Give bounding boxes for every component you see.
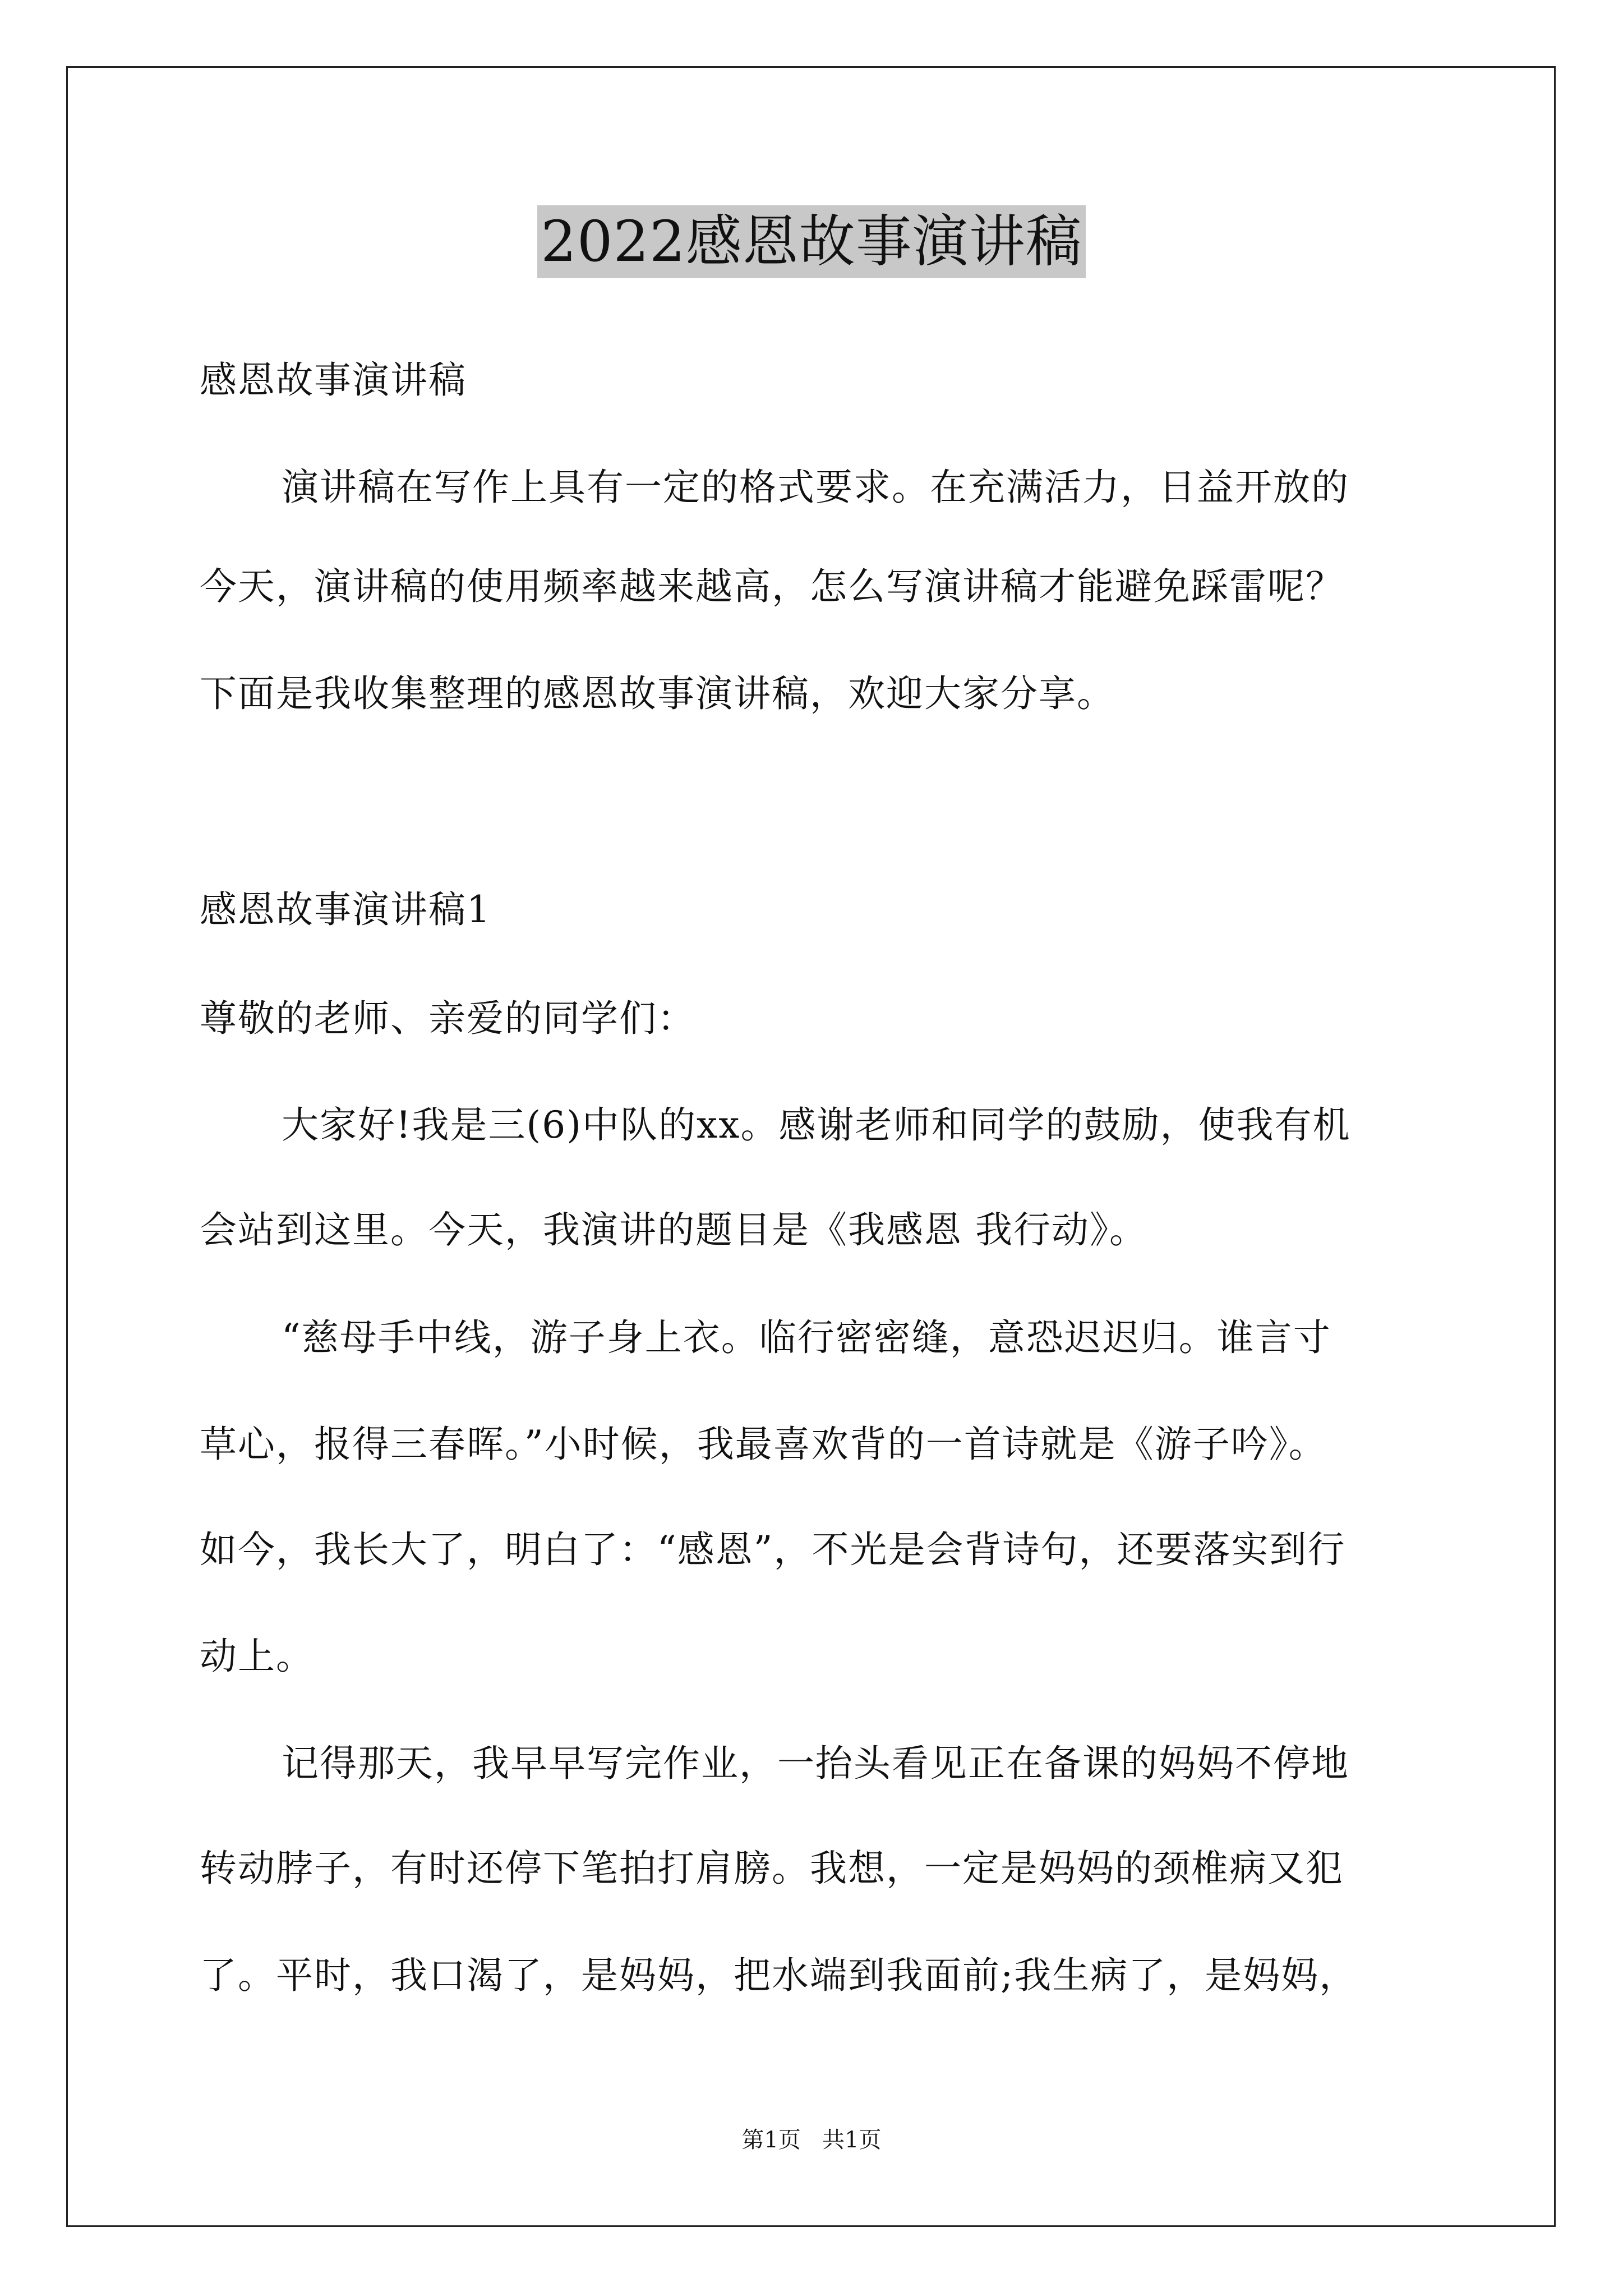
body-line: 了。平时，我口渴了，是妈妈，把水端到我面前;我生病了，是妈妈， xyxy=(200,1954,1358,1997)
body-line: 转动脖子，有时还停下笔拍打肩膀。我想，一定是妈妈的颈椎病又犯 xyxy=(200,1847,1344,1890)
intro-line: 演讲稿在写作上具有一定的格式要求。在充满活力，日益开放的 xyxy=(282,466,1349,509)
body-line: 动上。 xyxy=(200,1635,314,1678)
body-line: 草心，报得三春晖。”小时候，我最喜欢背的一首诗就是《游子吟》。 xyxy=(200,1423,1327,1466)
intro-line: 下面是我收集整理的感恩故事演讲稿，欢迎大家分享。 xyxy=(200,672,1115,715)
document-subtitle: 感恩故事演讲稿 xyxy=(200,358,467,402)
page-footer: 第1页 共1页 xyxy=(741,2127,882,2153)
body-line: “慈母手中线，游子身上衣。临行密密缝，意恐迟迟归。谁言寸 xyxy=(282,1316,1331,1359)
title-container xyxy=(0,205,1623,278)
body-line: 记得那天，我早早写完作业，一抬头看见正在备课的妈妈不停地 xyxy=(282,1742,1349,1785)
body-line: 如今，我长大了，明白了：“感恩”，不光是会背诗句，还要落实到行 xyxy=(200,1528,1346,1571)
intro-line: 今天，演讲稿的使用频率越来越高，怎么写演讲稿才能避免踩雷呢？ xyxy=(200,565,1344,608)
body-line: 会站到这里。今天，我演讲的题目是《我感恩 我行动》。 xyxy=(200,1208,1147,1251)
section-heading: 感恩故事演讲稿1 xyxy=(200,888,491,931)
body-line: 大家好!我是三(6)中队的xx。感谢老师和同学的鼓励，使我有机 xyxy=(282,1103,1351,1147)
greeting: 尊敬的老师、亲爱的同学们： xyxy=(200,997,695,1040)
document-title: 2022感恩故事演讲稿 xyxy=(537,205,1086,278)
